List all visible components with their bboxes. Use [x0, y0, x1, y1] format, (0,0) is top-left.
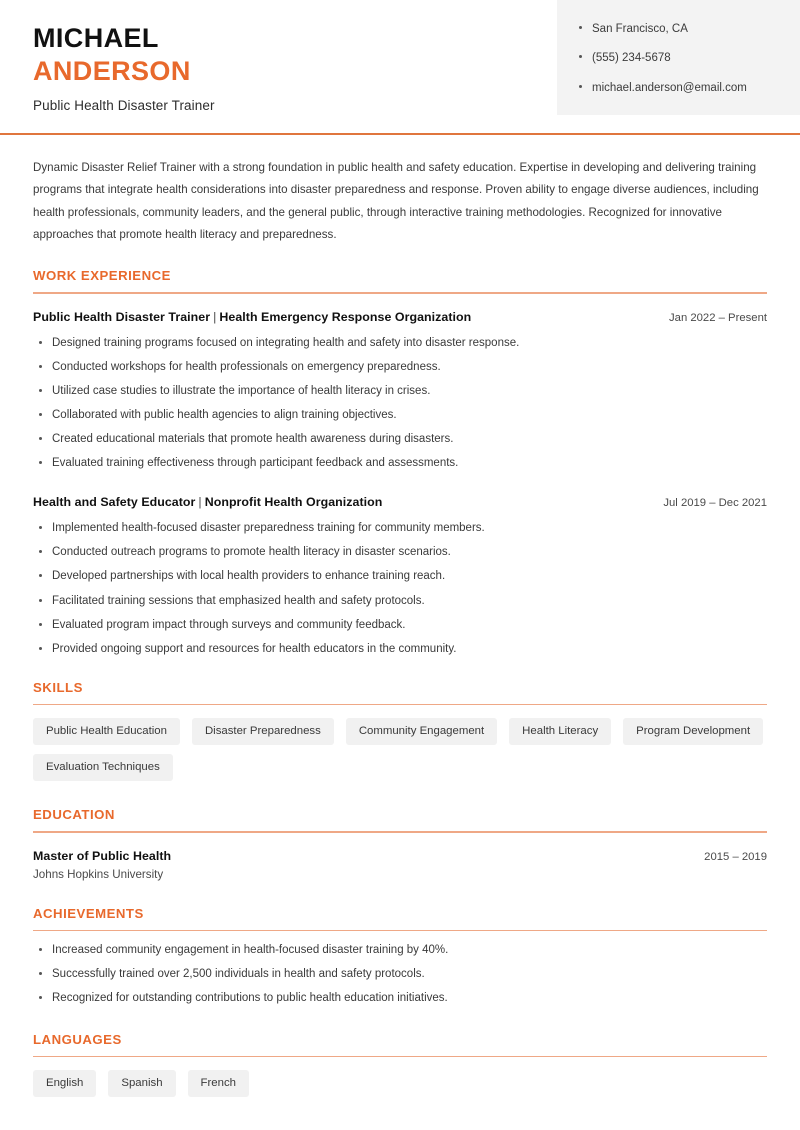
bullet-dot-icon [39, 972, 42, 975]
work-entry-title [33, 495, 382, 509]
education-school: Johns Hopkins University [33, 867, 164, 881]
list-item [33, 455, 767, 472]
work-entry-header [33, 310, 767, 324]
skill-pill: Community Engagement [346, 718, 497, 745]
language-pill: Spanish [108, 1070, 175, 1097]
section-divider-education [33, 831, 767, 832]
contact-phone [579, 51, 786, 65]
work-entry-company: Health Emergency Response Organization [219, 309, 472, 324]
contact-block [557, 0, 800, 115]
title-separator: | [213, 309, 217, 324]
list-item-text: Evaluated training effectiveness through participant feedback and assessments. [52, 457, 459, 470]
header-divider [0, 133, 800, 135]
title-separator: | [198, 495, 202, 510]
bullet-dot-icon [39, 526, 42, 529]
education-entry [33, 849, 767, 881]
skill-pill: Public Health Education [33, 718, 180, 745]
section-title-education: EDUCATION [33, 807, 115, 823]
languages-pill-list [33, 1070, 767, 1097]
list-item [33, 407, 767, 424]
bullet-dot-icon [39, 623, 42, 626]
contact-location-text: San Francisco, CA [592, 23, 688, 35]
location-dot-icon [579, 26, 582, 29]
work-entry-bullets [33, 520, 767, 658]
section-skills [33, 680, 767, 782]
list-item-text: Increased community engagement in health-focused disaster training by 40%. [52, 943, 449, 956]
work-entry [33, 310, 767, 473]
bullet-dot-icon [39, 550, 42, 553]
skill-pill: Program Development [623, 718, 763, 745]
resume-body [0, 157, 800, 1097]
work-entry [33, 495, 767, 658]
section-divider-skills [33, 704, 767, 705]
skill-pill: Health Literacy [509, 718, 611, 745]
list-item-text: Provided ongoing support and resources for health educators in the community. [52, 642, 457, 655]
section-title-skills: SKILLS [33, 679, 83, 695]
bullet-dot-icon [39, 948, 42, 951]
email-dot-icon [579, 85, 582, 88]
contact-location [579, 22, 786, 36]
education-date: 2015 – 2019 [704, 850, 767, 863]
section-title-languages: LANGUAGES [33, 1031, 122, 1047]
phone-dot-icon [579, 55, 582, 58]
list-item [33, 641, 767, 658]
first-name: MICHAEL [33, 23, 159, 53]
bullet-dot-icon [39, 647, 42, 650]
list-item-text: Evaluated program impact through surveys and community feedback. [52, 618, 406, 631]
list-item-text: Developed partnerships with local health providers to enhance training reach. [52, 570, 446, 583]
list-item [33, 520, 767, 537]
section-education [33, 807, 767, 880]
work-entry-date: Jan 2022 – Present [669, 311, 767, 324]
list-item [33, 359, 767, 376]
bullet-dot-icon [39, 996, 42, 999]
list-item [33, 383, 767, 400]
list-item [33, 966, 767, 983]
education-entry-header [33, 849, 767, 863]
contact-email-text: michael.anderson@email.com [592, 81, 747, 94]
list-item [33, 431, 767, 448]
list-item [33, 617, 767, 634]
work-entry-role: Health and Safety Educator [33, 495, 196, 510]
work-entry-role: Public Health Disaster Trainer [33, 309, 211, 324]
contact-email[interactable] [579, 81, 786, 95]
section-title-achievements: ACHIEVEMENTS [33, 905, 144, 921]
work-entry-company: Nonprofit Health Organization [204, 495, 383, 510]
list-item-text: Successfully trained over 2,500 individuals in health and safety protocols. [52, 968, 425, 981]
list-item-text: Created educational materials that promote health awareness during disasters. [52, 433, 454, 446]
section-divider-work-experience [33, 292, 767, 293]
full-name [33, 22, 215, 88]
bullet-dot-icon [39, 461, 42, 464]
achievements-list [33, 942, 767, 1007]
professional-summary: Dynamic Disaster Relief Trainer with a strong foundation in public health and safety education. Expertise in developing and delivering training programs that integrate health considerations into disaster preparedness and response. Proven ability to engage diverse audiences, including health professionals, community leaders, and the general public, through interactive training methodologies. Recognized for innovative approaches that promote health literacy and preparedness. [33, 161, 759, 241]
list-item [33, 942, 767, 959]
list-item-text: Conducted outreach programs to promote health literacy in disaster scenarios. [52, 546, 451, 559]
section-achievements [33, 906, 767, 1007]
section-title-work-experience: WORK EXPERIENCE [33, 268, 171, 284]
list-item [33, 335, 767, 352]
skill-pill: Evaluation Techniques [33, 754, 173, 781]
skill-pill: Disaster Preparedness [192, 718, 334, 745]
section-work-experience [33, 268, 767, 657]
last-name: ANDERSON [33, 56, 191, 87]
list-item [33, 544, 767, 561]
list-item-text: Facilitated training sessions that emphasized health and safety protocols. [52, 594, 425, 607]
work-entry-bullets [33, 335, 767, 473]
list-item [33, 593, 767, 610]
section-divider-achievements [33, 930, 767, 931]
bullet-dot-icon [39, 437, 42, 440]
skills-pill-list [33, 718, 767, 781]
bullet-dot-icon [39, 413, 42, 416]
list-item-text: Collaborated with public health agencies to align training objectives. [52, 409, 397, 422]
list-item-text: Implemented health-focused disaster preparedness training for community members. [52, 522, 485, 535]
work-entry-header [33, 495, 767, 509]
education-degree: Master of Public Health [33, 848, 172, 863]
work-entry-date: Jul 2019 – Dec 2021 [663, 497, 767, 510]
resume-header [0, 0, 800, 115]
language-pill: English [33, 1070, 96, 1097]
list-item [33, 990, 767, 1007]
list-item-text: Designed training programs focused on integrating health and safety into disaster response. [52, 336, 520, 349]
bullet-dot-icon [39, 599, 42, 602]
list-item-text: Utilized case studies to illustrate the importance of health literacy in crises. [52, 384, 431, 397]
bullet-dot-icon [39, 365, 42, 368]
section-languages [33, 1032, 767, 1098]
list-item-text: Recognized for outstanding contributions to public health education initiatives. [52, 992, 448, 1005]
header-job-title: Public Health Disaster Trainer [33, 98, 215, 114]
bullet-dot-icon [39, 341, 42, 344]
work-entry-title [33, 310, 471, 324]
header-identity [0, 0, 215, 113]
language-pill: French [188, 1070, 249, 1097]
contact-phone-text: (555) 234-5678 [592, 52, 671, 65]
section-divider-languages [33, 1056, 767, 1057]
list-item-text: Conducted workshops for health professionals on emergency preparedness. [52, 360, 441, 373]
bullet-dot-icon [39, 389, 42, 392]
list-item [33, 568, 767, 585]
bullet-dot-icon [39, 574, 42, 577]
